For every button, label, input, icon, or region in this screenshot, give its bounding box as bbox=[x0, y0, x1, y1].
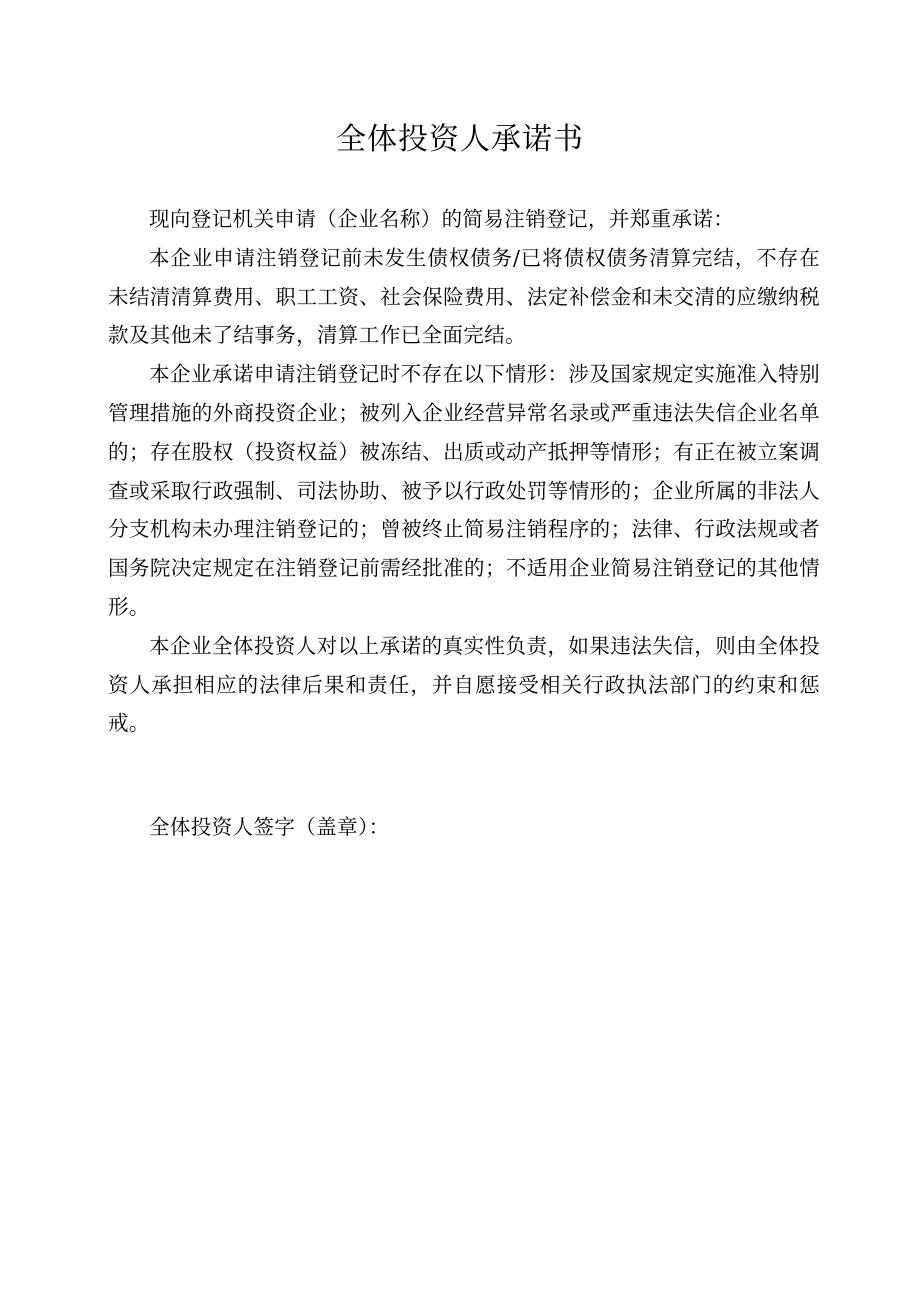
paragraph-responsibility: 本企业全体投资人对以上承诺的真实性负责，如果违法失信，则由全体投资人承担相应的法律后果和责任，并自愿接受相关行政执法部门的约束和惩戒。 bbox=[108, 633, 820, 736]
document-title: 全体投资人承诺书 bbox=[336, 122, 584, 157]
paragraph-application: 现向登记机关申请（企业名称）的简易注销登记，并郑重承诺： bbox=[149, 207, 735, 231]
paragraph-liquidation: 本企业申请注销登记前未发生债权债务/已将债权债务清算完结，不存在未结清清算费用、职工工资、社会保险费用、法定补偿金和未交清的应缴纳税款及其他未了结事务，清算工作已全面完结。 bbox=[108, 245, 820, 348]
paragraph-exclusions: 本企业承诺申请注销登记时不存在以下情形：涉及国家规定实施准入特别管理措施的外商投资企业；被列入企业经营异常名录或严重违法失信企业名单的；存在股权（投资权益）被冻结、出质或动产抵押等情形；有正在被立案调查或采取行政强制、司法协助、被予以行政处罚等情形的；企业所属的非法人分支机构未办理注销登记的；曾被终止简易注销程序的；法律、行政法规或者国务院决定规定在注销登记前需经批准的；不适用企业简易注销登记的其他情形。 bbox=[108, 362, 820, 619]
document-body bbox=[108, 200, 820, 743]
signature-label: 全体投资人签字（盖章）： bbox=[149, 815, 390, 839]
